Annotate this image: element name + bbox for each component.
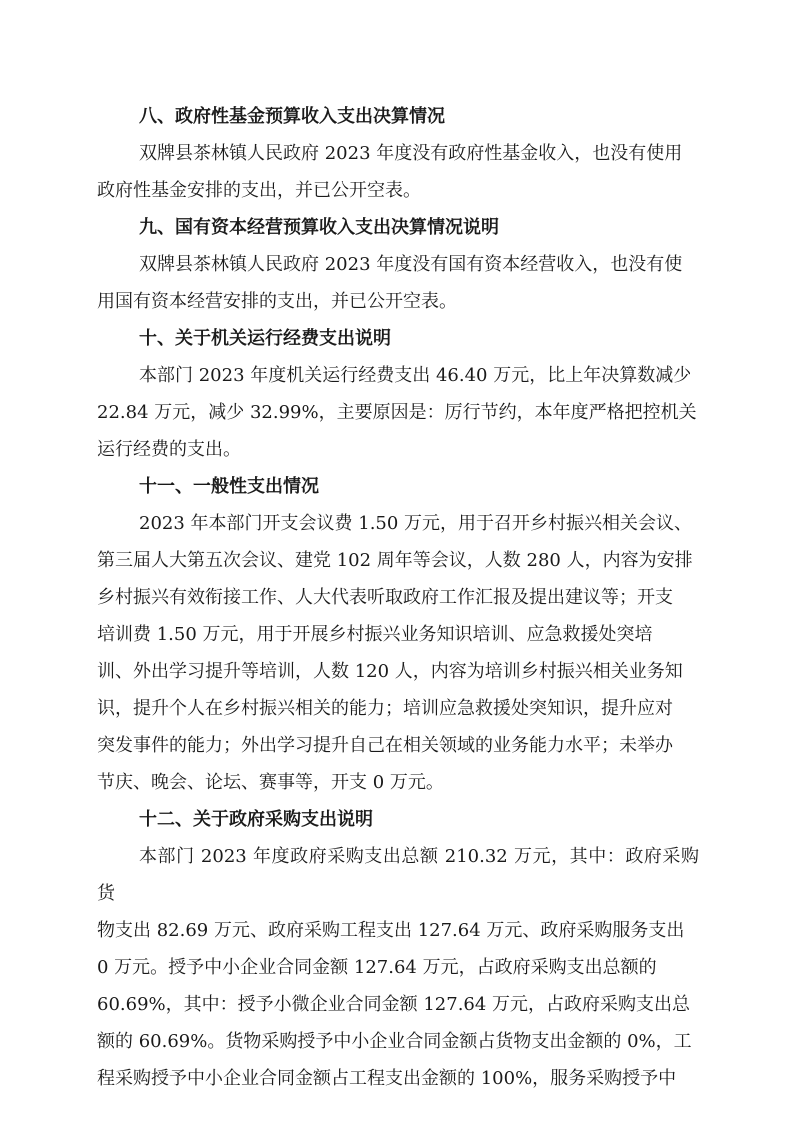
section-paragraph: 本部门 2023 年度机关运行经费支出 46.40 万元，比上年决算数减少 22.84 万元，减少 32.99%，主要原因是：厉行节约，本年度严格把控机关 运行经费的支出。 [97,365,697,460]
section-heading: 十二、关于政府采购支出说明 [139,809,373,830]
section-paragraph: 双牌县茶林镇人民政府 2023 年度没有国有资本经营收入，也没有使 用国有资本经营安排的支出，并已公开空表。 [97,254,683,312]
section-government-fund [97,98,699,209]
section-heading: 十、关于机关运行经费支出说明 [139,328,391,349]
section-procurement [97,801,699,1097]
section-heading: 九、国有资本经营预算收入支出决算情况说明 [139,217,499,238]
section-paragraph: 本部门 2023 年度政府采购支出总额 210.32 万元，其中：政府采购货 物支出 82.69 万元、政府采购工程支出 127.64 万元、政府采购服务支出 0 万元。授予中小企业合同金额 127.64 万元，占政府采购支出总额的 60.69%，其中：授予小微企业合同金额 127.64 万元，占政府采购支出总 额的 60.69%。货物采购授予中小企业合同金额占货物支出金额的 0%，工 程采购授予中小企业合同金额占工程支出金额的 100%，服务采购授予中 [97,846,699,1089]
section-paragraph: 2023 年本部门开支会议费 1.50 万元，用于召开乡村振兴相关会议、 第三届人大第五次会议、建党 102 周年等会议，人数 280 人，内容为安排 乡村振兴有效衔接工作、人大代表听取政府工作汇报及提出建议等；开支 培训费 1.50 万元，用于开展乡村振兴业务知识培训、应急救援处突培 训、外出学习提升等培训，人数 120 人，内容为培训乡村振兴相关业务知 识，提升个人在乡村振兴相关的能力；培训应急救援处突知识，提升应对 突发事件的能力；外出学习提升自己在相关领域的业务能力水平；未举办 节庆、晚会、论坛、赛事等，开支 0 万元。 [97,513,693,793]
section-state-capital [97,209,699,320]
section-heading: 十一、一般性支出情况 [139,476,319,497]
section-operating-expenses [97,320,699,468]
section-heading: 八、政府性基金预算收入支出决算情况 [139,106,445,127]
section-paragraph: 双牌县茶林镇人民政府 2023 年度没有政府性基金收入，也没有使用 政府性基金安排的支出，并已公开空表。 [97,143,683,201]
section-general-expenditure [97,468,699,801]
document-page [97,98,699,1097]
